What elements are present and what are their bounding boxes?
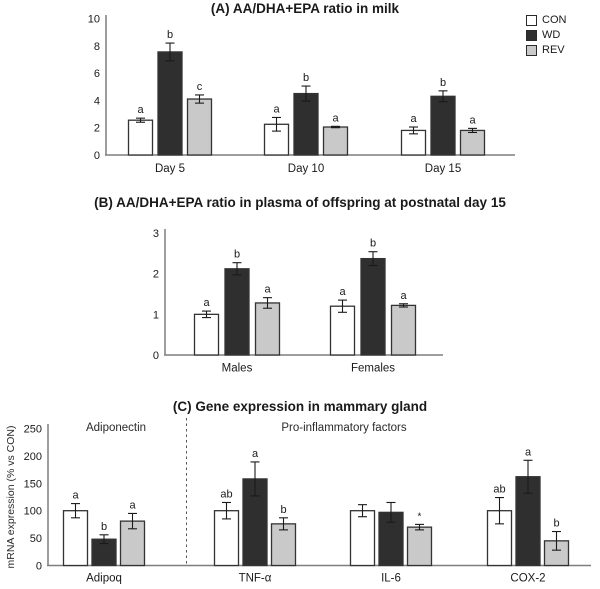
y-tick-label: 1 (152, 309, 159, 322)
significance-label: c (196, 80, 203, 93)
category-label: Day 5 (154, 163, 186, 175)
significance-label: a (137, 104, 144, 117)
significance-label: a (251, 447, 259, 460)
significance-label: b (100, 520, 108, 533)
significance-label: a (332, 112, 339, 125)
panel-c-plot (24, 418, 591, 585)
category-label: Adipoq (86, 572, 122, 585)
y-tick-label: 3 (152, 228, 159, 240)
legend-label-con: CON (542, 14, 567, 26)
significance-label: a (72, 489, 79, 502)
bar-con-Males (195, 314, 219, 355)
category-label: TNF-α (238, 572, 272, 585)
significance-label: ab (220, 488, 233, 501)
significance-label: b (553, 517, 560, 530)
y-tick-label: 200 (23, 450, 42, 463)
bar-wd-Males (225, 269, 249, 355)
bar-wd-Females (361, 259, 385, 355)
y-tick-label: 4 (93, 95, 100, 108)
panel-b-plot (153, 228, 443, 375)
bar-con-IL-6 (351, 511, 375, 566)
bar-wd-Day 10 (294, 94, 318, 155)
bar-rev-Day 10 (324, 127, 348, 155)
category-label: COX-2 (510, 572, 546, 585)
significance-label: b (439, 76, 447, 89)
y-tick-label: 6 (93, 68, 100, 81)
significance-label: a (524, 446, 532, 459)
y-tick-label: 50 (29, 533, 42, 546)
significance-label: * (417, 511, 422, 523)
significance-label: a (410, 113, 417, 126)
significance-label: a (273, 103, 280, 116)
significance-label: a (400, 289, 407, 302)
significance-label: a (469, 114, 476, 127)
y-tick-label: 0 (35, 560, 42, 573)
significance-label: b (233, 248, 241, 261)
significance-label: b (280, 503, 287, 516)
y-tick-label: 2 (93, 122, 100, 135)
y-tick-label: 250 (23, 423, 42, 436)
section-label-proinflammatory: Pro-inflammatory factors (281, 422, 407, 434)
significance-label: b (302, 72, 310, 85)
bar-rev-Males (256, 303, 280, 355)
panel-b-title: (B) AA/DHA+EPA ratio in plasma of offspring at postnatal day 15 (94, 195, 506, 210)
legend-label-wd: WD (542, 29, 561, 41)
y-tick-label: 0 (93, 150, 100, 162)
y-tick-label: 100 (23, 505, 42, 518)
category-label: Females (350, 362, 396, 375)
significance-label: ab (493, 483, 506, 496)
y-tick-label: 8 (93, 40, 100, 53)
y-tick-label: 10 (87, 13, 100, 26)
category-label: Males (221, 362, 253, 375)
category-label: IL-6 (381, 572, 401, 585)
bar-con-Day 5 (129, 120, 153, 155)
y-tick-label: 0 (152, 350, 159, 362)
bar-con-Adipoq (64, 511, 88, 566)
significance-label: a (264, 283, 271, 296)
y-tick-label: 2 (152, 268, 159, 281)
significance-label: a (129, 499, 136, 512)
panel-c-y-axis-label: mRNA expression (% vs CON) (5, 425, 17, 569)
significance-label: b (166, 29, 174, 42)
section-label-adiponectin: Adiponectin (85, 422, 147, 434)
significance-label: a (339, 286, 346, 299)
bar-wd-Day 15 (431, 96, 455, 155)
legend-label-rev: REV (542, 44, 565, 56)
bar-rev-IL-6 (408, 527, 432, 565)
significance-label: b (369, 237, 377, 250)
bar-rev-Day 5 (188, 99, 212, 155)
panel-a-title: (A) AA/DHA+EPA ratio in milk (210, 1, 400, 16)
bar-con-Females (331, 306, 355, 355)
category-label: Day 15 (424, 163, 462, 175)
bar-rev-Day 15 (461, 130, 485, 155)
bar-wd-Day 5 (158, 52, 182, 155)
panel-c-title: (C) Gene expression in mammary gland (172, 399, 428, 414)
category-label: Day 10 (287, 163, 325, 175)
significance-label: a (203, 297, 210, 310)
bar-rev-Females (392, 305, 416, 355)
panel-a-plot (88, 14, 515, 176)
y-tick-label: 150 (23, 478, 42, 491)
